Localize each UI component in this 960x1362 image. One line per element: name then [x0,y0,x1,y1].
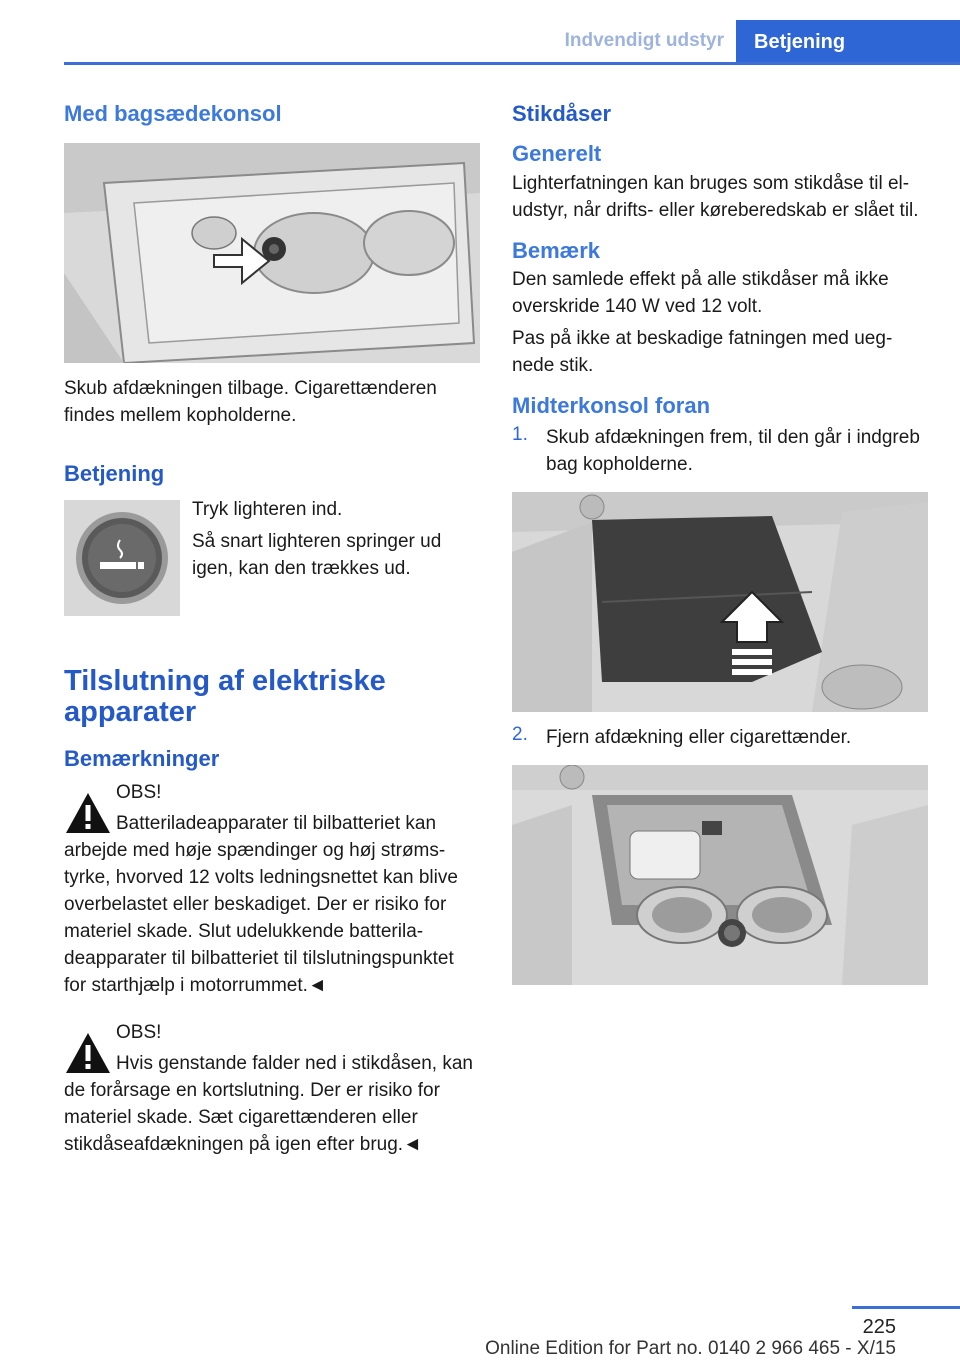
section-title: Tilslutning af elektriske apparater [64,664,386,729]
rear-console-heading: Med bagsædekonsol [64,101,282,126]
step-number: 1. [512,423,528,445]
rear-console-caption: Skub afdækningen tilbage. Cigarettænderen findes mellem kopholderne. [64,378,437,427]
operation-block [64,490,480,610]
warning1-text: Batteriladeapparater til bilbatteriet kan arbejde med høje spændinger og høj strømstyrke, hvorved 12 volts ledningsnettet kan blive overbelastet eller beskadiget. Der er risiko for materiel skade. Slut udelukkende batteriladeapparater til bilbatteriet til tilslutningspunktet for starthjælp i motorrummet.◄ [64,812,458,996]
left-column [64,95,480,1158]
step-number: 2. [512,723,528,745]
page-number: 225 [862,1316,896,1338]
note-text-2: Pas på ikke at beskadige fatningen med uegnede stik. [512,328,893,377]
warning1-label: OBS! [116,781,162,803]
step-text: Skub afdækningen frem, til den går i indgreb bag kopholderne. [546,426,920,475]
footer-edition: Online Edition for Part no. 0140 2 966 465 - X/15 [485,1338,896,1359]
warning-icon [64,791,112,835]
front-console-cover-image [512,492,928,712]
footer-rule [852,1306,960,1309]
header-tab: Betjening [736,20,960,65]
warning-block-2 [64,1019,480,1158]
general-text: Lighterfatningen kan bruges som stikdåse til el-udstyr, når drifts- eller køreberedskab er slået til. [512,172,919,221]
warning2-label: OBS! [116,1021,162,1043]
rear-console-image [64,143,480,363]
sockets-heading: Stikdåser [512,101,612,126]
general-heading: Generelt [512,141,602,167]
warning-block-1 [64,779,480,999]
operation-step2: Så snart lighteren springer ud igen, kan den trækkes ud. [192,530,442,579]
step-text: Fjern afdækning eller cigarettænder. [546,726,852,748]
front-console-heading: Midterkonsol foran [512,393,711,419]
step-1 [512,424,928,478]
lighter-button-image [64,500,180,616]
right-column [512,95,928,985]
note-heading: Bemærk [512,237,601,263]
header-rule [64,62,960,65]
step-2 [512,724,928,751]
note-text-1: Den samlede effekt på alle stikdåser må ikke overskride 140 W ved 12 volt. [512,269,889,318]
notes-heading: Bemærkninger [64,746,220,772]
warning-icon [64,1031,112,1075]
operation-heading: Betjening [64,461,165,487]
warning2-text: Hvis genstande falder ned i stikdåsen, kan de forårsage en kortslutning. Der er risiko for materiel skade. Sæt cigarettænderen eller stikdåseafdækningen på igen efter brug.◄ [64,1052,473,1155]
operation-step1: Tryk lighteren ind. [192,498,343,520]
front-console-socket-image [512,765,928,985]
header-section-title: Indvendigt udstyr [564,30,724,51]
